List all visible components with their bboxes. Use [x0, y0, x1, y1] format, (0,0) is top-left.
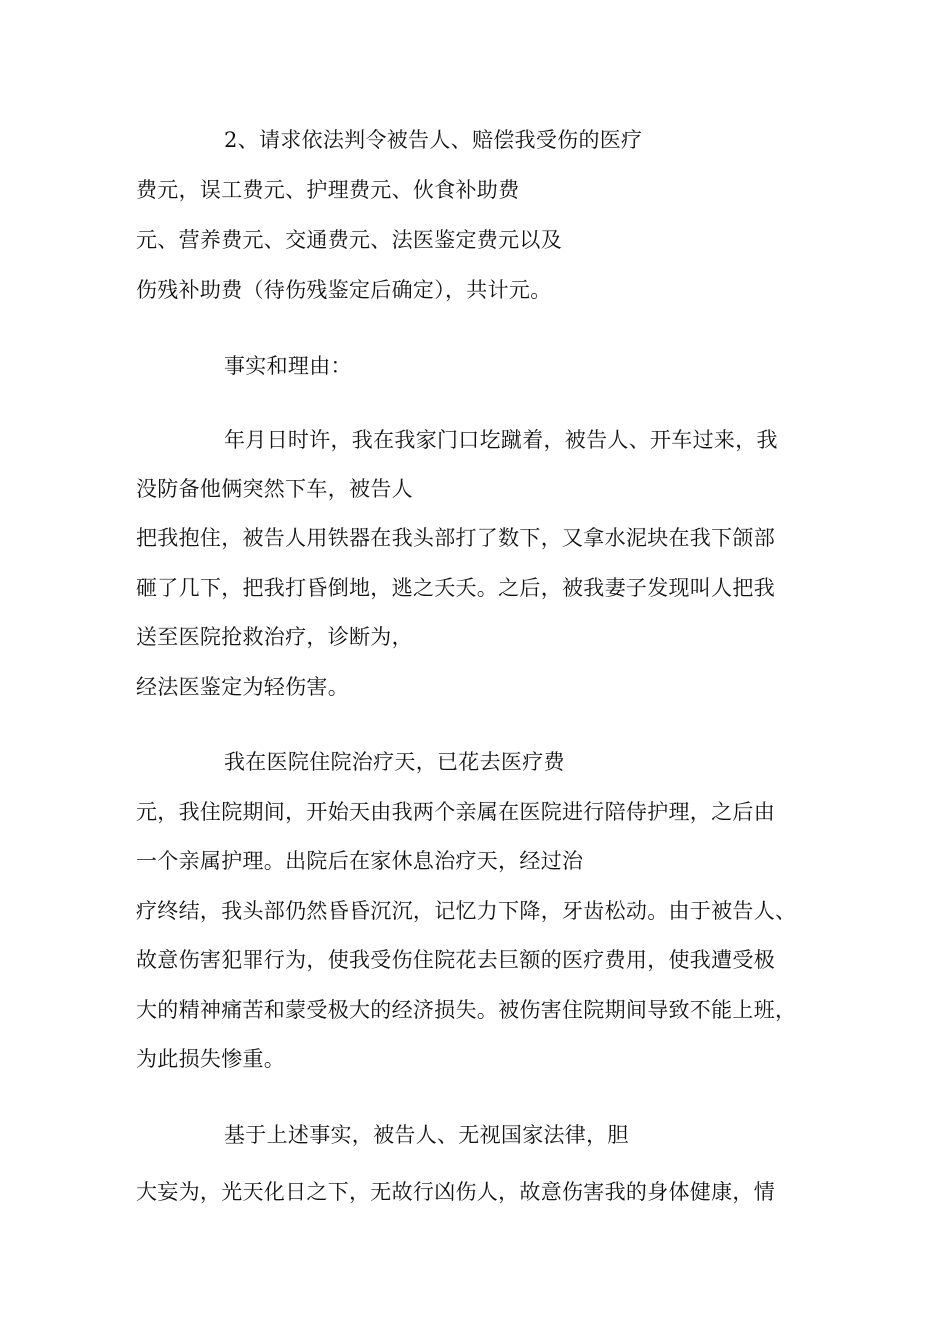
paragraph-line: 一个亲属护理。出院后在家休息治疗天，经过治 [136, 849, 584, 873]
paragraph-line: 把我抱住，被告人用铁器在我头部打了数下，又拿水泥块在我下颌部 [136, 526, 775, 550]
paragraph-line: 伤残补助费（待伤残鉴定后确定），共计元。 [136, 278, 552, 302]
paragraph-line: 疗终结，我头部仍然昏昏沉沉，记忆力下降，牙齿松动。由于被告人、 [136, 899, 797, 923]
paragraph-line: 大妄为，光天化日之下，无故行凶伤人，故意伤害我的身体健康，情 [136, 1180, 775, 1204]
paragraph-line: 元，我住院期间，开始天由我两个亲属在医院进行陪侍护理，之后由 [136, 800, 775, 824]
paragraph-line: 为此损失惨重。 [136, 1047, 286, 1071]
paragraph-line: 送至医院抢救治疗，诊断为， [136, 625, 413, 649]
paragraph-line: 基于上述事实，被告人、无视国家法律，胆 [224, 1123, 629, 1147]
paragraph-line: 元、营养费元、交通费元、法医鉴定费元以及 [136, 228, 562, 252]
paragraph-line: 故意伤害犯罪行为，使我受伤住院花去巨额的医疗费用，使我遭受极 [136, 948, 775, 972]
section-heading-facts-and-reasons: 事实和理由： [224, 354, 352, 378]
paragraph-line: 经法医鉴定为轻伤害。 [136, 675, 349, 699]
paragraph-line-claim-2: 2、请求依法判令被告人、赔偿我受伤的医疗 [224, 128, 643, 152]
paragraph-line: 我在医院住院治疗天，已花去医疗费 [224, 750, 565, 774]
paragraph-line: 没防备他俩突然下车，被告人 [136, 477, 413, 501]
paragraph-line: 年月日时许，我在我家门口圪蹴着，被告人、开车过来，我 [224, 428, 778, 452]
paragraph-line: 费元，误工费元、护理费元、伙食补助费 [136, 178, 520, 202]
paragraph-line: 砸了几下，把我打昏倒地，逃之夭夭。之后，被我妻子发现叫人把我 [136, 576, 775, 600]
paragraph-line: 大的精神痛苦和蒙受极大的经济损失。被伤害住院期间导致不能上班， [136, 998, 797, 1022]
